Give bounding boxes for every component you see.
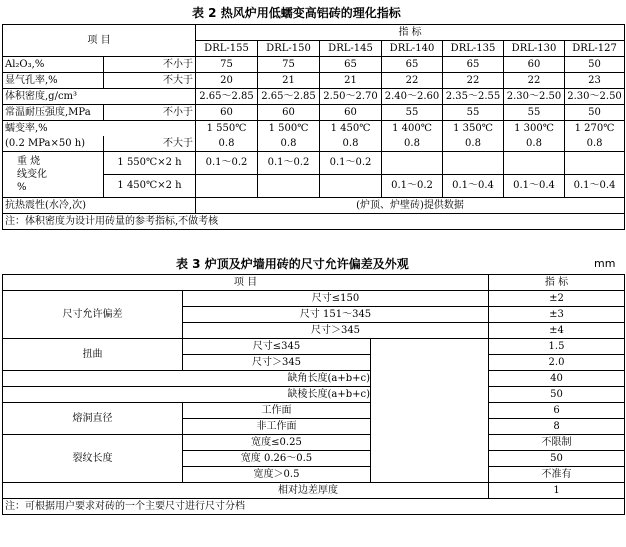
t3-val: ±4 xyxy=(489,323,625,339)
t2-cell: 2.50～2.70 xyxy=(320,89,382,105)
t2-cell: 50 xyxy=(565,57,625,73)
t2-cell: 22 xyxy=(443,73,504,89)
t2-cond: 不大于 xyxy=(104,73,196,89)
t3-val: 40 xyxy=(489,371,625,387)
t2-cell: 0.1～0.2 xyxy=(382,175,443,198)
t3-val: 不限制 xyxy=(489,435,625,451)
t2-cell: 55 xyxy=(504,105,565,121)
t2-cell xyxy=(196,175,258,198)
t2-row-al2o3 xyxy=(3,57,625,73)
t2-cell: 0.8 xyxy=(320,136,382,152)
t2-cell xyxy=(443,152,504,175)
t2-cell: 60 xyxy=(196,105,258,121)
t2-cell: 0.8 xyxy=(258,136,320,152)
t2-cell: 2.30～2.50 xyxy=(504,89,565,105)
t2-cell: 2.30～2.50 xyxy=(565,89,625,105)
t3-header-index: 指 标 xyxy=(489,275,625,291)
t2-cond: 1 550℃×2 h xyxy=(104,152,196,175)
t2-cell: 23 xyxy=(565,73,625,89)
t2-reheat-label xyxy=(3,152,104,198)
t3-cond: 尺寸 151～345 xyxy=(183,307,489,323)
t2-cell: 65 xyxy=(443,57,504,73)
t2-cell: 0.8 xyxy=(382,136,443,152)
t2-cell: 50 xyxy=(565,105,625,121)
t2-cell: 22 xyxy=(382,73,443,89)
t3-cond: 工作面 xyxy=(183,403,371,419)
t2-cell: 75 xyxy=(196,57,258,73)
t2-cell: 2.65～2.85 xyxy=(196,89,258,105)
t2-grade: DRL-127 xyxy=(565,41,625,57)
t2-cell: (炉顶、炉壁砖)提供数据 xyxy=(196,198,625,214)
t2-grade: DRL-130 xyxy=(504,41,565,57)
t2-cell: 65 xyxy=(382,57,443,73)
t3-val: 1 xyxy=(489,483,625,499)
t3-cond: 尺寸＞345 xyxy=(183,323,489,339)
t2-note: 注：体积密度为设计用砖量的参考指标,不做考核 xyxy=(3,214,625,230)
t2-cell xyxy=(320,175,382,198)
t2-reheat-label-a: 重 烧 xyxy=(17,156,41,167)
t2-cell: 55 xyxy=(382,105,443,121)
t2-cond: 不小于 xyxy=(104,105,196,121)
t2-cell: 0.8 xyxy=(565,136,625,152)
t2-cond: 不大于 xyxy=(104,136,196,152)
t2-grade: DRL-135 xyxy=(443,41,504,57)
t2-row-strength xyxy=(3,105,625,121)
t2-cell xyxy=(504,152,565,175)
t3-edge-label: 缺棱长度(a+b+c) xyxy=(3,387,371,403)
t2-header-item: 项 目 xyxy=(3,25,196,57)
t2-cell: 65 xyxy=(320,57,382,73)
t3-crack-label: 裂纹长度 xyxy=(3,435,183,483)
t3-cond: 非工作面 xyxy=(183,419,371,435)
t2-cell xyxy=(382,152,443,175)
t2-cell: 55 xyxy=(443,105,504,121)
t3-corner-label: 缺角长度(a+b+c) xyxy=(3,371,371,387)
t2-label: Al₂O₃,% xyxy=(3,57,104,73)
t2-cell: 20 xyxy=(196,73,258,89)
t3-val: 不准有 xyxy=(489,467,625,483)
t2-cell: 22 xyxy=(504,73,565,89)
t2-cell: 2.40～2.60 xyxy=(382,89,443,105)
t2-label: 蠕变率,% xyxy=(3,121,196,137)
table2 xyxy=(2,24,625,230)
t2-cell: 0.1～0.2 xyxy=(196,152,258,175)
table2-caption: 表 2 热风炉用低蠕变高铝砖的理化指标 xyxy=(192,6,401,20)
t2-cell: 1 450℃ xyxy=(320,121,382,137)
t2-cell: 1 350℃ xyxy=(443,121,504,137)
t2-cell: 60 xyxy=(258,105,320,121)
t2-cell: 1 500℃ xyxy=(258,121,320,137)
t2-cell: 2.65～2.85 xyxy=(258,89,320,105)
t3-val: ±3 xyxy=(489,307,625,323)
t3-cond: 宽度≤0.25 xyxy=(183,435,371,451)
t2-grade: DRL-140 xyxy=(382,41,443,57)
t2-cell: 0.8 xyxy=(196,136,258,152)
t2-row-creep-val xyxy=(3,136,625,152)
table3-caption: 表 3 炉顶及炉墙用砖的尺寸允许偏差及外观 xyxy=(176,257,409,271)
t2-cond: 1 450℃×2 h xyxy=(104,175,196,198)
t3-cond: 尺寸≤345 xyxy=(183,339,371,355)
t2-cell: 21 xyxy=(320,73,382,89)
t3-flat-label: 相对边差厚度 xyxy=(3,483,489,499)
t3-val: 50 xyxy=(489,451,625,467)
t2-label: 体积密度,g/cm³ xyxy=(3,89,196,105)
t2-label: (0.2 MPa×50 h) xyxy=(3,136,104,152)
t2-grade: DRL-145 xyxy=(320,41,382,57)
t2-grade: DRL-150 xyxy=(258,41,320,57)
t2-grade: DRL-155 xyxy=(196,41,258,57)
t3-hole-label: 熔洞直径 xyxy=(3,403,183,435)
t2-cell xyxy=(258,175,320,198)
t2-cell: 60 xyxy=(320,105,382,121)
t2-cell: 1 550℃ xyxy=(196,121,258,137)
t2-cell: 0.1～0.4 xyxy=(504,175,565,198)
t2-cell: 21 xyxy=(258,73,320,89)
t2-cell: 60 xyxy=(504,57,565,73)
t2-cell: 1 300℃ xyxy=(504,121,565,137)
table3 xyxy=(2,274,625,515)
t2-row-creep-temp xyxy=(3,121,625,137)
t2-cell: 0.1～0.4 xyxy=(565,175,625,198)
t3-val: 50 xyxy=(489,387,625,403)
t2-cell: 2.35～2.55 xyxy=(443,89,504,105)
t3-val: 2.0 xyxy=(489,355,625,371)
t2-cell xyxy=(565,152,625,175)
t3-cond: 宽度＞0.5 xyxy=(183,467,371,483)
t2-cond: 不小于 xyxy=(104,57,196,73)
t3-val: 6 xyxy=(489,403,625,419)
t3-warp-label: 扭曲 xyxy=(3,339,183,371)
t3-val: 1.5 xyxy=(489,339,625,355)
t2-cell: 0.1～0.4 xyxy=(443,175,504,198)
t3-cond: 尺寸＞345 xyxy=(183,355,371,371)
t2-row-porosity xyxy=(3,73,625,89)
t2-label: 抗热震性(水冷,次) xyxy=(3,198,196,214)
t2-cell: 1 400℃ xyxy=(382,121,443,137)
t2-label: 常温耐压强度,MPa xyxy=(3,105,104,121)
t3-val: 8 xyxy=(489,419,625,435)
t2-cell: 75 xyxy=(258,57,320,73)
t2-cell: 1 270℃ xyxy=(565,121,625,137)
t2-cell: 0.8 xyxy=(504,136,565,152)
t2-label: 显气孔率,% xyxy=(3,73,104,89)
t2-row-thermal-shock xyxy=(3,198,625,214)
t2-cell: 0.1～0.2 xyxy=(258,152,320,175)
t2-reheat-label-b: 线变化 xyxy=(17,169,47,180)
t3-cond: 宽度 0.26～0.5 xyxy=(183,451,371,467)
t2-reheat-label-c: % xyxy=(17,182,27,193)
t3-blank-block xyxy=(371,339,489,483)
t3-header-item: 项 目 xyxy=(3,275,489,291)
t2-cell: 0.8 xyxy=(443,136,504,152)
t2-row-reheat-1 xyxy=(3,152,625,175)
t2-cell: 0.1～0.2 xyxy=(320,152,382,175)
t2-header-index: 指 标 xyxy=(196,25,625,41)
t2-row-density xyxy=(3,89,625,105)
t3-note: 注：可根据用户要求对砖的一个主要尺寸进行尺寸分档 xyxy=(3,499,625,515)
table3-unit: mm xyxy=(594,257,616,270)
t3-val: ±2 xyxy=(489,291,625,307)
t3-dim-label: 尺寸允许偏差 xyxy=(3,291,183,339)
t3-cond: 尺寸≤150 xyxy=(183,291,489,307)
